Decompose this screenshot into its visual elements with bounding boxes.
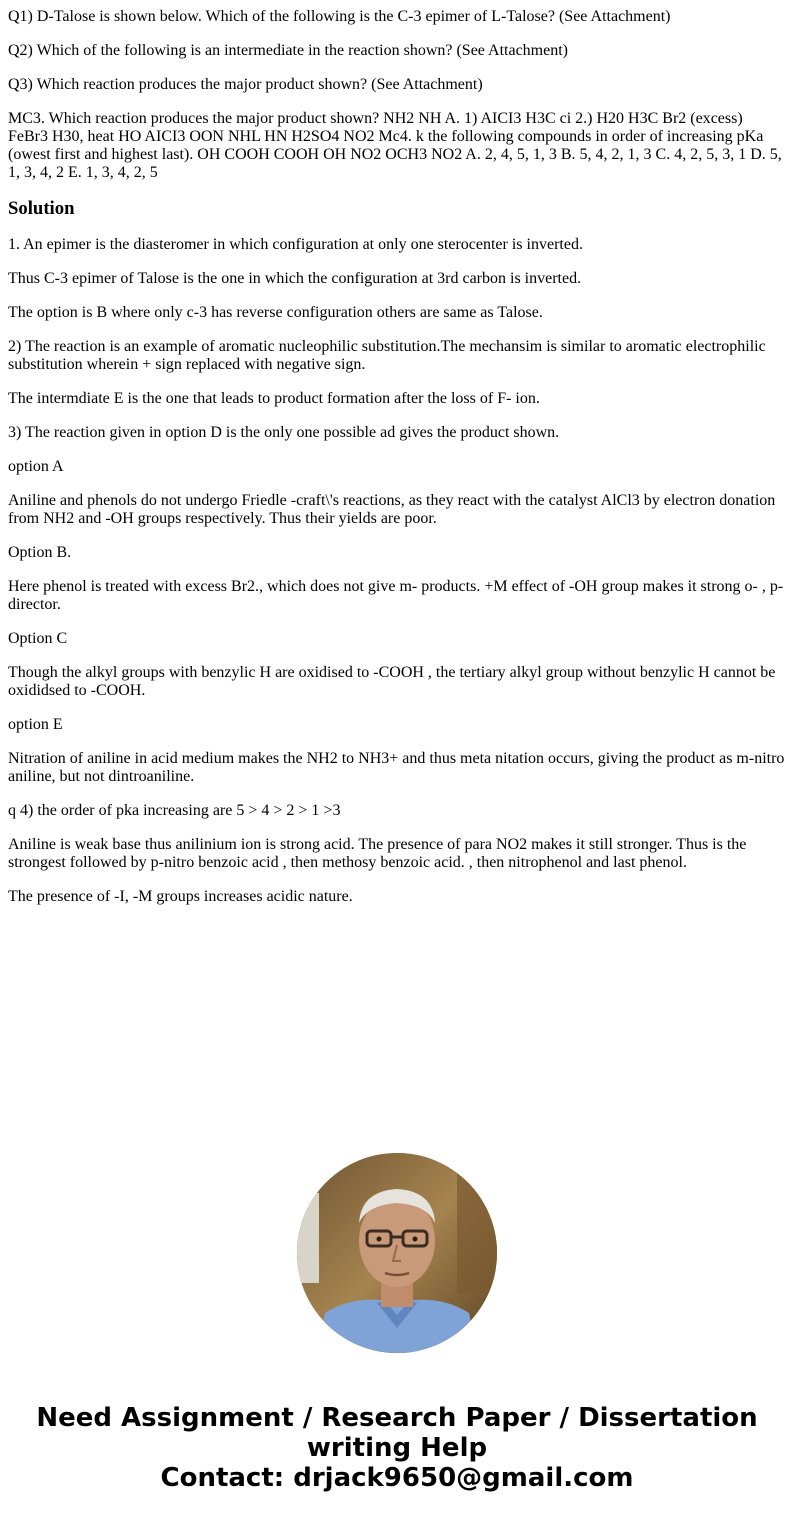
question-2: Q2) Which of the following is an intermediate in the reaction shown? (See Attachment) <box>8 42 568 59</box>
solution-paragraph: 1. An epimer is the diasteromer in which configuration at only one sterocenter is inverted. <box>8 236 583 253</box>
author-portrait-image <box>297 1153 497 1353</box>
question-mc3: MC3. Which reaction produces the major product shown? NH2 NH A. 1) AICI3 H3C ci 2.) H20 H3C Br2 (excess) FeBr3 H30, heat HO AICI3 OON NHL HN H2SO4 NO2 Mc4. k the following compounds in order of increasing pKa (owest first and highest last). OH COOH COOH OH NO2 OCH3 NO2 A. 2, 4, 5, 1, 3 B. 5, 4, 2, 1, 3 C. 4, 2, 5, 3, 1 D. 5, 1, 3, 4, 2 E. 1, 3, 4, 2, 5 <box>8 110 782 181</box>
footer-contact: Contact: drjack9650@gmail.com <box>160 1463 634 1493</box>
solution-paragraph: Nitration of aniline in acid medium makes the NH2 to NH3+ and thus meta nitation occurs, giving the product as m-nitro aniline, but not dintroaniline. <box>8 750 785 785</box>
solution-paragraph: Option B. <box>8 544 72 561</box>
solution-paragraph: Aniline is weak base thus anilinium ion is strong acid. The presence of para NO2 makes it still stronger. Thus is the strongest followed by p-nitro benzoic acid , then methosy benzoic acid. , then nitrophenol and last phenol. <box>8 836 747 871</box>
solution-paragraph: option A <box>8 458 64 475</box>
solution-paragraph: The intermdiate E is the one that leads to product formation after the loss of F- ion. <box>8 390 540 407</box>
question-3: Q3) Which reaction produces the major product shown? (See Attachment) <box>8 76 483 93</box>
solution-paragraph: q 4) the order of pka increasing are 5 > 4 > 2 > 1 >3 <box>8 802 341 819</box>
solution-paragraph: The option is B where only c-3 has reverse configuration others are same as Talose. <box>8 304 543 321</box>
solution-heading: Solution <box>8 198 75 219</box>
solution-paragraph: Option C <box>8 630 68 647</box>
solution-paragraph: Though the alkyl groups with benzylic H are oxidised to -COOH , the tertiary alkyl group without benzylic H cannot be oxididsed to -COOH. <box>8 664 776 699</box>
promo-footer <box>0 1403 794 1493</box>
solution-paragraph: 3) The reaction given in option D is the only one possible ad gives the product shown. <box>8 424 560 441</box>
document-body <box>8 0 786 922</box>
author-avatar <box>297 1153 497 1353</box>
solution-paragraph: Thus C-3 epimer of Talose is the one in which the configuration at 3rd carbon is inverted. <box>8 270 582 287</box>
question-1: Q1) D-Talose is shown below. Which of the following is the C-3 epimer of L-Talose? (See Attachment) <box>8 8 671 25</box>
solution-paragraph: Here phenol is treated with excess Br2., which does not give m- products. +M effect of -OH group makes it strong o- , p- director. <box>8 578 784 613</box>
footer-line-2: writing Help <box>306 1433 488 1463</box>
solution-paragraph: option E <box>8 716 63 733</box>
footer-line-1: Need Assignment / Research Paper / Dissertation <box>36 1403 758 1433</box>
solution-paragraph: Aniline and phenols do not undergo Friedle -craft\'s reactions, as they react with the catalyst AlCl3 by electron donation from NH2 and -OH groups respectively. Thus their yields are poor. <box>8 492 776 527</box>
solution-paragraph: The presence of -I, -M groups increases acidic nature. <box>8 888 353 905</box>
solution-paragraph: 2) The reaction is an example of aromatic nucleophilic substitution.The mechansim is similar to aromatic electrophilic substitution wherein + sign replaced with negative sign. <box>8 338 766 373</box>
